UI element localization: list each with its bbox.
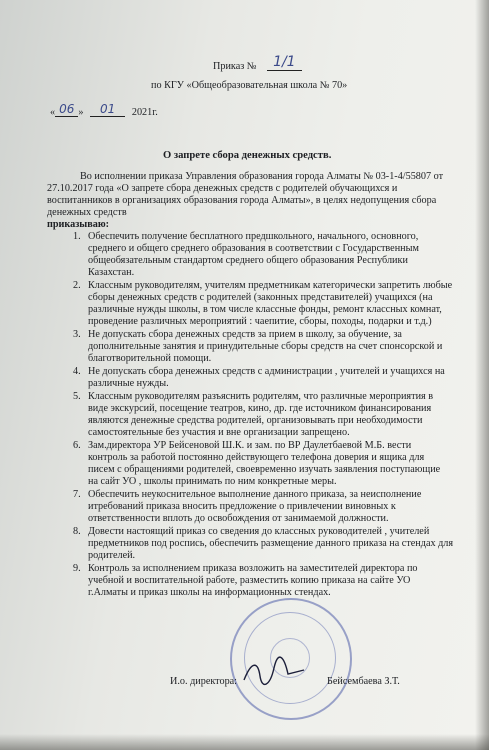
date-month: 01 <box>90 102 125 117</box>
item-text: общеобязательным стандартом среднего общего образования Республики <box>88 255 408 266</box>
item-text: проведение различных мероприятий : чаепитие, сборы, походы, подарки и т.д.) <box>88 316 432 327</box>
date-quote-open: « <box>50 107 56 118</box>
item-text: родителей. <box>88 550 136 561</box>
prikaz-header <box>213 54 302 74</box>
item-text: Зам.директора УР Бейсеновой Ш.К. и зам. по ВР Даулетбаевой М.Б. вести <box>88 440 412 451</box>
item-text: Казахстан. <box>88 267 135 278</box>
item-text: Не допускать сбора денежных средств с администрации , учителей и учащихся на <box>88 366 445 377</box>
item-text: благотворительной помощи. <box>88 353 212 364</box>
item-text: среднего и общего среднего образования в соответствии с Государственным <box>88 243 419 254</box>
item-number: 2. <box>73 280 81 291</box>
item-text: учебной и воспитательной работе, разместить копию приказа на сайте УО <box>88 575 411 586</box>
intro-line-1: Во исполнении приказа Управления образования города Алматы № 03-1-4/55807 от <box>80 171 444 182</box>
item-text: самостоятельные без участия и вне организации запрещено. <box>88 427 350 438</box>
item-text: Контроль за исполнением приказа возложить на заместителей директора по <box>88 563 418 574</box>
item-text: на сайт УО , школы принимать по ним конкретные меры. <box>88 476 337 487</box>
item-text: писем с обращениями родителей, своевременно изучать заявления поступающие <box>88 464 441 475</box>
item-number: 1. <box>73 231 81 242</box>
item-number: 8. <box>73 526 81 537</box>
intro-line-4: денежных средств <box>47 207 127 218</box>
item-text: Классным руководителям разъяснить родителям, что различные мероприятия в <box>88 391 434 402</box>
item-text: сборы денежных средств с родителей (законных представителей) учащихся (на <box>88 292 433 303</box>
item-text: итребований приказа вносить предложение о привлечении виновных к <box>88 501 396 512</box>
document-date <box>50 102 158 120</box>
handwritten-signature <box>240 650 310 690</box>
item-text: различные нужды школы, в том числе классные фонды, ремонт классных комнат, <box>88 304 442 315</box>
item-number: 6. <box>73 440 81 451</box>
signature-label: И.о. директора: <box>170 676 238 687</box>
date-year: 2021г. <box>131 107 158 118</box>
item-number: 3. <box>73 329 81 340</box>
item-number: 5. <box>73 391 81 402</box>
prikaz-number: 1/1 <box>267 54 302 71</box>
item-text: являются денежные средства родителей, организовывать при необходимости <box>88 415 423 426</box>
page-bottom-shadow <box>0 734 489 750</box>
item-text: контроль за работой постоянно действующего телефона доверия и ящика для <box>88 452 425 463</box>
item-text: Обеспечить неукоснительное выполнение данного приказа, за неисполнение <box>88 489 422 500</box>
item-text: ответственности вплоть до освобождения от занимаемой должности. <box>88 513 389 524</box>
item-text: Классным руководителям, учителям предметникам категорически запретить любые <box>88 280 453 291</box>
prikaz-label: Приказ № <box>213 61 257 72</box>
org-line: по КГУ «Общеобразовательная школа № 70» <box>151 80 348 91</box>
item-text: виде экскурсий, посещение театров, кино, др. где источником финансирования <box>88 403 432 414</box>
item-text: Не допускать сбора денежных средств за прием в школу, за обучение, за <box>88 329 402 340</box>
page-edge-shadow <box>475 0 489 750</box>
date-day: 06 <box>55 102 78 117</box>
signature-name: Бейсембаева З.Т. <box>327 676 400 687</box>
item-number: 9. <box>73 563 81 574</box>
item-text: дополнительные занятия и принудительные сборы средств на счет спонсорской и <box>88 341 443 352</box>
intro-line-3: воспитанников в организациях образования города Алматы», в целях недопущения сбора <box>47 195 437 206</box>
item-text: г.Алматы и приказ школы на информационных стендах. <box>88 587 331 598</box>
item-text: Обеспечить получение бесплатного предшкольного, начального, основного, <box>88 231 419 242</box>
item-text: Довести настоящий приказ со сведения до классных руководителей , учителей <box>88 526 430 537</box>
item-number: 7. <box>73 489 81 500</box>
date-quote-close: » <box>78 107 84 118</box>
item-text: различные нужды. <box>88 378 169 389</box>
intro-line-2: 27.10.2017 года «О запрете сбора денежных средств с родителей обучающихся и <box>47 183 398 194</box>
item-text: предметников под роспись, обеспечить размещение данного приказа на стендах для <box>88 538 454 549</box>
document-title: О запрете сбора денежных средств. <box>163 150 332 161</box>
item-number: 4. <box>73 366 81 377</box>
prikazyvayu-label: приказываю: <box>47 219 110 230</box>
